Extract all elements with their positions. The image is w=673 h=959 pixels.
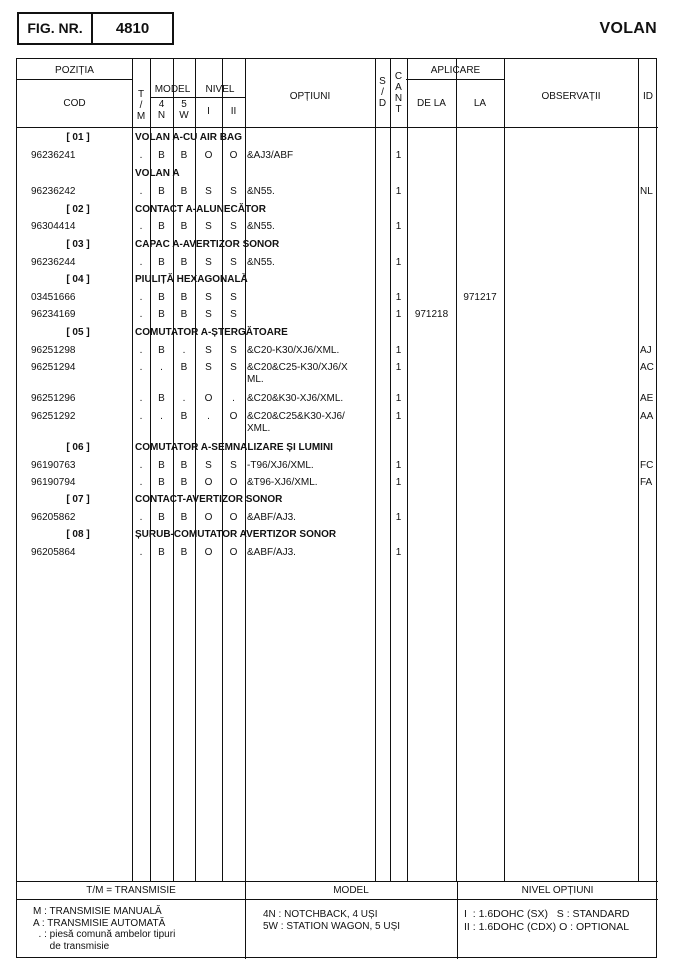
group-description: VOLAN A-CU AIR BAG: [135, 132, 243, 143]
nivel-i-cell: O: [204, 393, 213, 404]
part-code: 96190763: [31, 460, 76, 471]
transmission-cell: .: [139, 221, 143, 232]
id-cell: AJ: [640, 345, 652, 356]
model-4n-cell: B: [158, 186, 165, 197]
figure-number-box: [17, 12, 174, 45]
figure-label: FIG. NR.: [19, 14, 93, 43]
position-number: [ 08 ]: [66, 529, 90, 540]
header-t-slash: /: [139, 100, 143, 111]
model-5w-cell: B: [180, 362, 188, 373]
transmission-cell: .: [139, 411, 143, 422]
nivel-i-cell: S: [205, 221, 212, 232]
nivel-ii-cell: O: [229, 477, 238, 488]
position-number: [ 03 ]: [66, 239, 90, 250]
header-cod: COD: [63, 98, 86, 109]
header-divider: [504, 127, 658, 128]
quantity-cell: 1: [395, 186, 402, 197]
header-m: M: [136, 111, 146, 122]
footer-model-line: 5W : STATION WAGON, 5 UȘI: [263, 921, 401, 932]
model-5w-cell: B: [180, 150, 188, 161]
model-4n-cell: B: [158, 292, 165, 303]
part-code: 96251298: [31, 345, 76, 356]
header-divider: [132, 127, 407, 128]
header-la: LA: [473, 98, 487, 109]
model-4n-cell: B: [158, 477, 165, 488]
header-divider: [150, 97, 245, 98]
nivel-ii-cell: .: [232, 393, 235, 404]
column-divider: [245, 59, 246, 881]
nivel-i-cell: S: [205, 345, 212, 356]
footer-model-line: 4N : NOTCHBACK, 4 UȘI: [263, 909, 378, 920]
quantity-cell: 1: [395, 362, 402, 373]
model-5w-cell: B: [180, 411, 188, 422]
nivel-ii-cell: S: [230, 186, 237, 197]
nivel-ii-cell: S: [230, 362, 237, 373]
nivel-i-cell: S: [205, 186, 212, 197]
column-divider: [638, 59, 639, 881]
footer-tm-line: A : TRANSMISIE AUTOMATĂ: [33, 917, 166, 929]
header-nivel-i: I: [207, 106, 210, 117]
header-optiuni: OPȚIUNI: [289, 91, 331, 102]
part-code: 96304414: [31, 221, 76, 232]
model-4n-cell: .: [160, 362, 163, 373]
position-number: [ 01 ]: [66, 132, 90, 143]
model-4n-cell: B: [158, 257, 165, 268]
footer-nivel-line: I : 1.6DOHC (SX) S : STANDARD: [464, 908, 630, 920]
applied-to-cell: 971217: [463, 292, 497, 303]
header-divider: [17, 127, 132, 128]
model-4n-cell: B: [158, 512, 165, 523]
nivel-i-cell: S: [205, 292, 212, 303]
options-cell: &ABF/AJ3.: [247, 512, 296, 523]
header-pozitia: POZIȚIA: [55, 65, 94, 76]
options-cell: &AJ3/ABF: [247, 150, 294, 161]
group-description: COMUTATOR A-SEMNALIZARE ȘI LUMINI: [135, 442, 333, 453]
group-description: VOLAN A: [135, 168, 180, 179]
footer-top-border: [17, 881, 658, 882]
position-number: [ 06 ]: [66, 442, 90, 453]
header-sd-s: S: [379, 76, 386, 87]
nivel-ii-cell: S: [230, 257, 237, 268]
position-number: [ 07 ]: [66, 494, 90, 505]
model-4n-cell: B: [158, 460, 165, 471]
group-description: COMUTATOR A-ȘTERGĂTOARE: [135, 327, 288, 338]
nivel-ii-cell: S: [230, 221, 237, 232]
transmission-cell: .: [139, 477, 143, 488]
nivel-i-cell: O: [204, 477, 213, 488]
transmission-cell: .: [139, 345, 143, 356]
nivel-i-cell: S: [205, 257, 212, 268]
header-divider: [406, 79, 504, 80]
part-code: 96251294: [31, 362, 76, 373]
model-5w-cell: B: [180, 292, 188, 303]
footer-tm-line: . : piesă comună ambelor tipuri: [33, 929, 176, 940]
header-model-5w: 5: [181, 99, 187, 110]
column-divider: [456, 59, 457, 881]
model-5w-cell: B: [180, 309, 188, 320]
id-cell: AC: [640, 362, 654, 373]
header-model-w: W: [179, 110, 189, 121]
part-code: 96236241: [31, 150, 76, 161]
options-cell: &N55.: [247, 257, 275, 268]
footer-tm-title: T/M = TRANSMISIE: [86, 885, 176, 896]
transmission-cell: .: [139, 309, 143, 320]
quantity-cell: 1: [395, 221, 402, 232]
nivel-i-cell: O: [204, 150, 213, 161]
options-cell: &ABF/AJ3.: [247, 547, 296, 558]
transmission-cell: .: [139, 512, 143, 523]
quantity-cell: 1: [395, 257, 402, 268]
model-4n-cell: B: [158, 150, 165, 161]
model-5w-cell: B: [180, 186, 188, 197]
position-number: [ 02 ]: [66, 204, 90, 215]
group-description: ȘURUB-COMUTATOR AVERTIZOR SONOR: [135, 529, 337, 540]
header-aplicare: APLICARE: [430, 65, 481, 76]
model-4n-cell: B: [158, 221, 165, 232]
header-model: MODEL: [154, 84, 191, 95]
part-code: 96205864: [31, 547, 76, 558]
model-5w-cell: B: [180, 221, 188, 232]
options-cell: &N55.: [247, 186, 275, 197]
nivel-ii-cell: S: [230, 292, 237, 303]
footer-model-title: MODEL: [333, 885, 369, 896]
options-cell: &T96-XJ6/XML.: [247, 477, 318, 488]
header-cant: C A N T: [394, 71, 403, 115]
nivel-ii-cell: O: [229, 411, 238, 422]
column-divider: [504, 59, 505, 881]
nivel-i-cell: S: [205, 460, 212, 471]
quantity-cell: 1: [395, 460, 402, 471]
nivel-i-cell: O: [204, 547, 213, 558]
group-description: PIULIȚĂ HEXAGONALĂ: [135, 274, 248, 285]
model-4n-cell: B: [158, 309, 165, 320]
nivel-i-cell: .: [207, 411, 210, 422]
model-5w-cell: B: [180, 460, 188, 471]
header-sd-d: D: [378, 98, 387, 109]
transmission-cell: .: [139, 393, 143, 404]
model-5w-cell: B: [180, 257, 188, 268]
quantity-cell: 1: [395, 150, 402, 161]
options-cell: &C20-K30/XJ6/XML.: [247, 345, 340, 356]
model-5w-cell: B: [180, 547, 188, 558]
model-5w-cell: .: [182, 393, 186, 404]
position-number: [ 05 ]: [66, 327, 90, 338]
id-cell: FC: [640, 460, 654, 471]
transmission-cell: .: [139, 460, 143, 471]
quantity-cell: 1: [395, 411, 402, 422]
header-de-la: DE LA: [417, 98, 446, 109]
transmission-cell: .: [139, 292, 143, 303]
options-cell: -T96/XJ6/XML.: [247, 460, 314, 471]
header-nivel-ii: II: [230, 106, 237, 117]
options-cell: &C20&C25-K30/XJ6/X ML.: [247, 362, 348, 385]
options-cell: &N55.: [247, 221, 275, 232]
model-5w-cell: B: [180, 512, 188, 523]
part-code: 03451666: [31, 292, 76, 303]
nivel-ii-cell: O: [229, 512, 238, 523]
header-model-n: N: [157, 110, 166, 121]
applied-from-cell: 971218: [414, 309, 449, 320]
nivel-i-cell: O: [204, 512, 213, 523]
quantity-cell: 1: [395, 345, 402, 356]
nivel-ii-cell: S: [230, 309, 237, 320]
header-sd-slash: /: [381, 87, 384, 98]
footer-tm-line: M : TRANSMISIE MANUALĂ: [33, 906, 162, 917]
options-cell: &C20&K30-XJ6/XML.: [247, 393, 344, 404]
group-description: CONTACT-AVERTIZOR SONOR: [135, 494, 283, 505]
position-number: [ 04 ]: [66, 274, 90, 285]
header-t: T: [137, 89, 145, 100]
transmission-cell: .: [139, 257, 143, 268]
part-code: 96251296: [31, 393, 76, 404]
parts-table: [16, 58, 657, 958]
nivel-ii-cell: S: [230, 460, 237, 471]
part-code: 96236242: [31, 186, 76, 197]
id-cell: FA: [640, 477, 653, 488]
header-id: ID: [643, 91, 653, 102]
transmission-cell: .: [139, 547, 143, 558]
column-divider: [375, 59, 376, 881]
model-4n-cell: .: [160, 411, 163, 422]
nivel-ii-cell: S: [230, 345, 237, 356]
group-description: CAPAC A-AVERTIZOR SONOR: [135, 239, 280, 250]
footer-nivel-line: II : 1.6DOHC (CDX) O : OPTIONAL: [464, 921, 630, 933]
quantity-cell: 1: [395, 547, 402, 558]
footer-tm-line: de transmisie: [33, 940, 110, 952]
model-4n-cell: B: [158, 345, 165, 356]
id-cell: AA: [640, 411, 654, 422]
footer-nivel-title: NIVEL OPȚIUNI: [521, 885, 594, 896]
part-code: 96234169: [31, 309, 76, 320]
model-4n-cell: B: [158, 547, 165, 558]
quantity-cell: 1: [395, 477, 402, 488]
header-nivel: NIVEL: [205, 84, 235, 95]
id-cell: NL: [640, 186, 653, 197]
transmission-cell: .: [139, 150, 143, 161]
part-code: 96190794: [31, 477, 76, 488]
quantity-cell: 1: [395, 393, 402, 404]
nivel-i-cell: S: [205, 362, 212, 373]
nivel-i-cell: S: [205, 309, 212, 320]
column-divider: [407, 59, 408, 881]
quantity-cell: 1: [395, 309, 402, 320]
quantity-cell: 1: [395, 512, 402, 523]
header-divider: [407, 127, 504, 128]
figure-number: 4810: [115, 20, 150, 37]
transmission-cell: .: [139, 186, 143, 197]
id-cell: AE: [640, 393, 654, 404]
options-cell: &C20&C25&K30-XJ6/ XML.: [247, 411, 345, 434]
header-observatii: OBSERVAȚII: [541, 91, 601, 102]
model-5w-cell: B: [180, 477, 188, 488]
page-title: VOLAN: [599, 20, 657, 37]
transmission-cell: .: [139, 362, 143, 373]
header-divider: [17, 79, 132, 80]
nivel-ii-cell: O: [229, 547, 238, 558]
footer-title-divider: [17, 899, 658, 900]
header-model-4n: 4: [158, 99, 165, 110]
group-description: CONTACT A-ALUNECĂTOR: [135, 204, 266, 215]
model-5w-cell: .: [182, 345, 186, 356]
quantity-cell: 1: [395, 292, 402, 303]
model-4n-cell: B: [158, 393, 165, 404]
part-code: 96205862: [31, 512, 76, 523]
part-code: 96236244: [31, 257, 76, 268]
nivel-ii-cell: O: [229, 150, 238, 161]
part-code: 96251292: [31, 411, 76, 422]
